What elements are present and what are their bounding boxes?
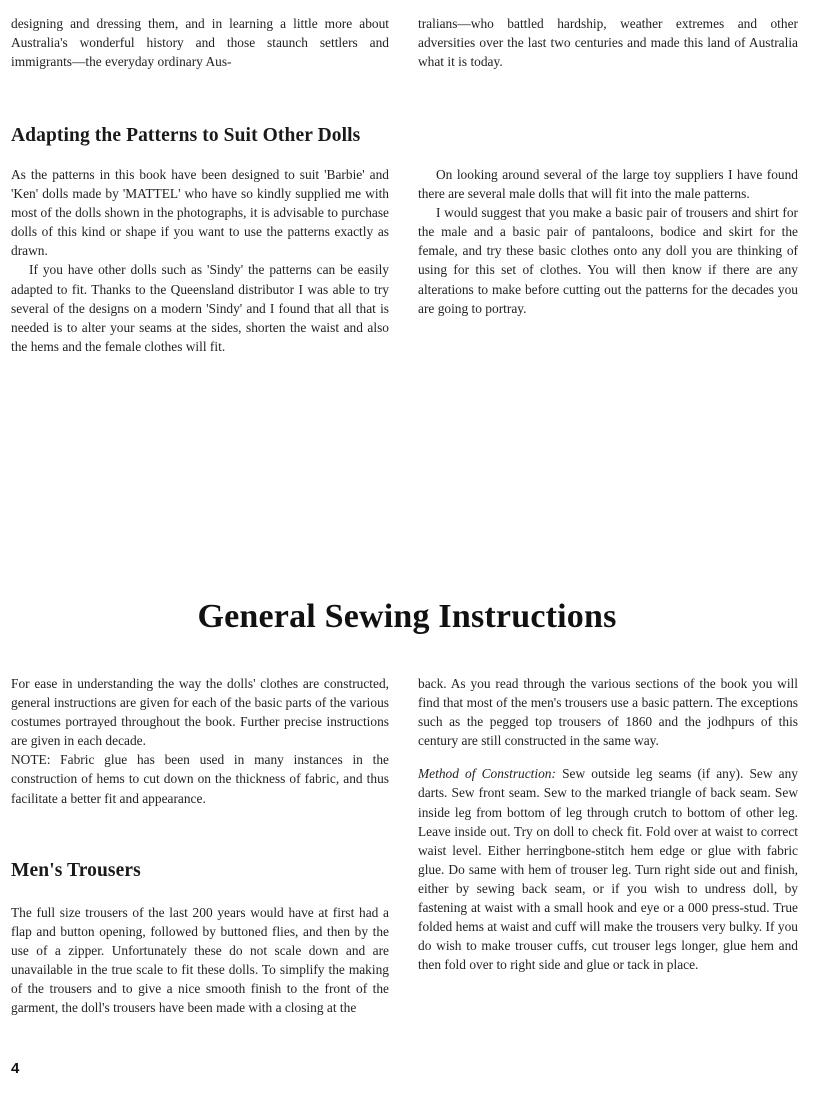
adapting-right-column xyxy=(418,165,798,318)
general-sewing-title: General Sewing Instructions xyxy=(197,598,617,635)
method-label: Method of Construction: xyxy=(418,766,556,782)
method-text: Sew outside leg seams (if any). Sew any darts. Sew front seam. Sew to the marked triangle of back seam. Sew inside leg from bottom of leg through crutch to bottom of other leg. Leave inside out. Try on doll to check fit. Fold over at waist to correct waist level. Either herringbone-stitch hem edge or glue with fabric glue. Do same with hem of trouser leg. Turn right side out and finish, either by sewing back seam, or if you wish to undress doll, by fastening at waist with a small hook and eye or a 000 press-stud. True folded hems at waist and cuff will make the trousers very bulky. If you do wish to make trouser cuffs, cut trouser legs longer, glue hem and then fold over to right side and glue or tack in place. xyxy=(418,766,798,973)
general-left-paragraph-1: For ease in understanding the way the dolls' clothes are constructed, general instructions are given for each of the basic parts of the various costumes portrayed throughout the book. Further precise instructions are given in each decade. xyxy=(11,676,389,749)
mens-trousers-paragraph: The full size trousers of the last 200 years would have at first had a flap and button opening, followed by buttoned flies, and then by the use of a zipper. Unfortunately these do not scale down and are unavailable in the true scale to fit these dolls. To simplify the making of the trousers and to give a nice smooth finish to the front of the garment, the doll's trousers have been made with a closing at the xyxy=(11,905,389,1016)
intro-left-column xyxy=(11,14,389,71)
mens-trousers-column xyxy=(11,903,389,1018)
adapting-right-paragraph-1: On looking around several of the large toy suppliers I have found there are several male dolls that will fit into the male patterns. xyxy=(418,167,798,202)
method-of-construction xyxy=(418,764,798,974)
adapting-right-paragraph-2: I would suggest that you make a basic pair of trousers and shirt for the male and a basic pair of pantaloons, bodice and skirt for the female, and try these basic clothes onto any doll you are thinking of using for this set of clothes. You will then know if there are any alterations to make before cutting out the patterns for the decades you are going to portray. xyxy=(418,205,798,316)
general-left-note: NOTE: Fabric glue has been used in many instances in the construction of hems to cut down on the thickness of fabric, and thus facilitate a better fit and appearance. xyxy=(11,752,389,806)
general-right-paragraph-1: back. As you read through the various sections of the book you will find that most of the men's trousers use a basic pattern. The exceptions such as the pegged top trousers of 1860 and the jodhpurs of this century are still constructed in the same way. xyxy=(418,676,798,749)
general-right-column xyxy=(418,674,798,974)
mens-trousers-heading: Men's Trousers xyxy=(11,860,141,881)
intro-right-text: tralians—who battled hardship, weather extremes and other adversities over the last two centuries and made this land of Australia what it is today. xyxy=(418,16,798,70)
adapting-left-paragraph-2: If you have other dolls such as 'Sindy' the patterns can be easily adapted to fit. Thanks to the Queensland distributor I was able to try several of the designs on a modern 'Sindy' and I found that all that is needed is to alter your seams at the sides, shorten the waist and also the hems and the female clothes will fit. xyxy=(11,262,389,354)
general-left-column xyxy=(11,674,389,808)
adapting-left-paragraph-1: As the patterns in this book have been designed to suit 'Barbie' and 'Ken' dolls made by 'MATTEL' who have so kindly supplied me with most of the dolls shown in the photographs, it is advisable to purchase dolls of this kind or shape if you want to use the patterns exactly as drawn. xyxy=(11,167,389,259)
adapting-heading: Adapting the Patterns to Suit Other Dolls xyxy=(11,125,361,146)
page-number: 4 xyxy=(11,1060,20,1077)
intro-right-column xyxy=(418,14,798,71)
intro-left-text: designing and dressing them, and in learning a little more about Australia's wonderful history and those staunch settlers and immigrants—the everyday ordinary Aus- xyxy=(11,16,389,70)
adapting-left-column xyxy=(11,165,389,356)
